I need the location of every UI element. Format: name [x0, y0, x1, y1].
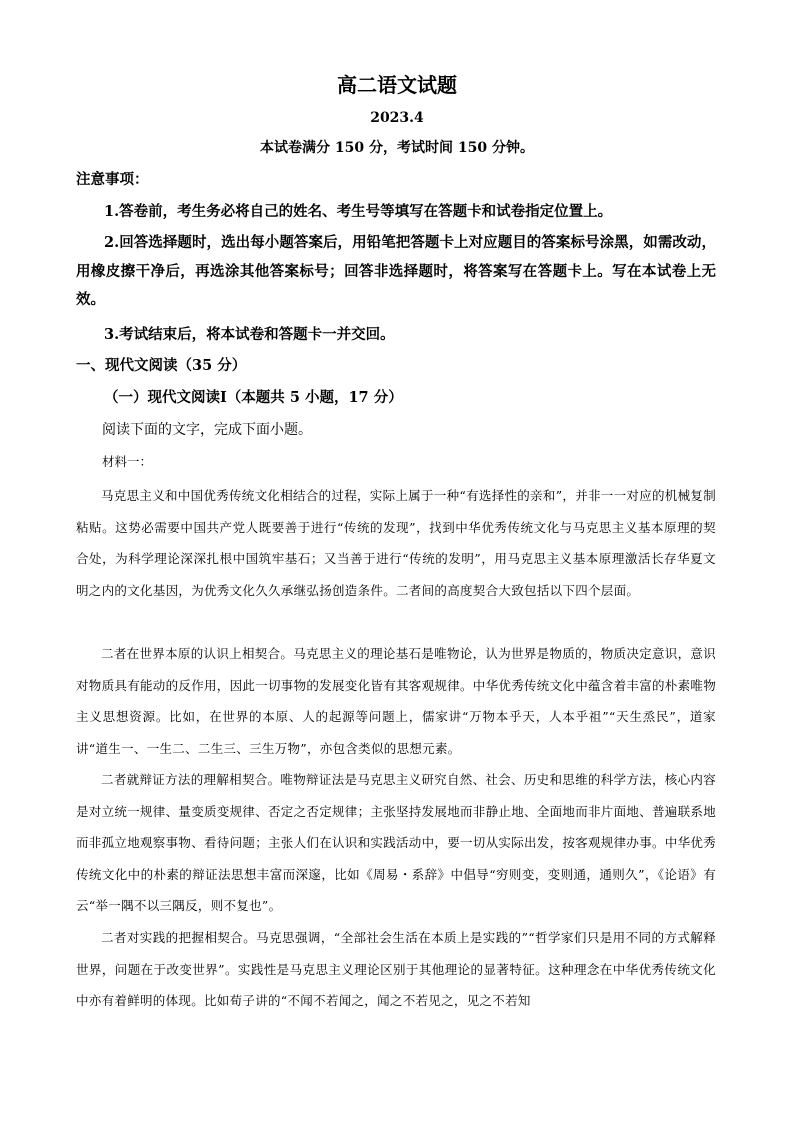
material-paragraph-1: 马克思主义和中国优秀传统文化相结合的过程，实际上属于一种“有选择性的亲和”，并非一一对应的机械复制粘贴。这势必需要中国共产党人既要善于进行“传统的发现”，找到中华优秀传统文化与马克思主义基本原理的契合处，为科学理论深深扎根中国筑牢基石；又当善于进行“传统的发明”，用马克思主义基本原理激活长存华夏文明之内的文化基因，为优秀文化久久承继弘扬创造条件。二者间的高度契合大致包括以下四个层面。	[76, 488, 716, 598]
material-paragraph-3: 二者就辩证方法的理解相契合。唯物辩证法是马克思主义研究自然、社会、历史和思维的科学方法，核心内容是对立统一规律、量变质变规律、否定之否定规律；主张坚持发展地而非静止地、全面地而非片面地、普遍联系地而非孤立地观察事物、看待问题；主张人们在认识和实践活动中，要一切从实际出发，按客观规律办事。中华优秀传统文化中的朴素的辩证法思想丰富而深邃，比如《周易・系辞》中倡导“穷则变，变则通，通则久”，《论语》有云“举一隅不以三隅反，则不复也”。	[76, 772, 717, 914]
exam-info: 本试卷满分 150 分，考试时间 150 分钟。	[260, 140, 534, 156]
notice-item-3: 3.考试结束后，将本试卷和答题卡一并交回。	[104, 326, 395, 343]
subsection-heading: （一）现代文阅读Ⅰ（本题共 5 小题，17 分）	[104, 389, 403, 406]
reading-instruction: 阅读下面的文字，完成下面小题。	[102, 422, 312, 438]
exam-date: 2023.4	[370, 110, 424, 126]
notice-item-1: 1.答卷前，考生务必将自己的姓名、考生号等填写在答题卡和试卷指定位置上。	[104, 203, 613, 220]
material-label: 材料一：	[102, 454, 153, 469]
material-paragraph-2: 二者在世界本原的认识上相契合。马克思主义的理论基石是唯物论，认为世界是物质的，物质决定意识，意识对物质具有能动的反作用，因此一切事物的发展变化皆有其客观规律。中华优秀传统文化中蕴含着丰富的朴素唯物主义思想资源。比如，在世界的本原、人的起源等问题上，儒家讲“万物本乎天，人本乎祖”“天生烝民”，道家讲“道生一、一生二、二生三、三生万物”，亦包含类似的思想元素。	[76, 646, 717, 756]
material-paragraph-4: 二者对实践的把握相契合。马克思强调，“全部社会生活在本质上是实践的”“哲学家们只是用不同的方式解释世界，问题在于改变世界”。实践性是马克思主义理论区别于其他理论的显著特征。这种理念在中华优秀传统文化中亦有着鲜明的体现。比如荀子讲的“不闻不若闻之，闻之不若见之，见之不若知	[76, 930, 716, 1009]
section-heading: 一、现代文阅读（35 分）	[76, 357, 247, 374]
notice-heading: 注意事项：	[76, 171, 149, 188]
exam-title: 高二语文试题	[337, 73, 457, 97]
notice-item-2: 2.回答选择题时，选出每小题答案后，用铅笔把答题卡上对应题目的答案标号涂黑，如需改动，用橡皮擦干净后，再选涂其他答案标号；回答非选择题时，将答案写在答题卡上。写在本试卷上无效。	[76, 234, 716, 308]
